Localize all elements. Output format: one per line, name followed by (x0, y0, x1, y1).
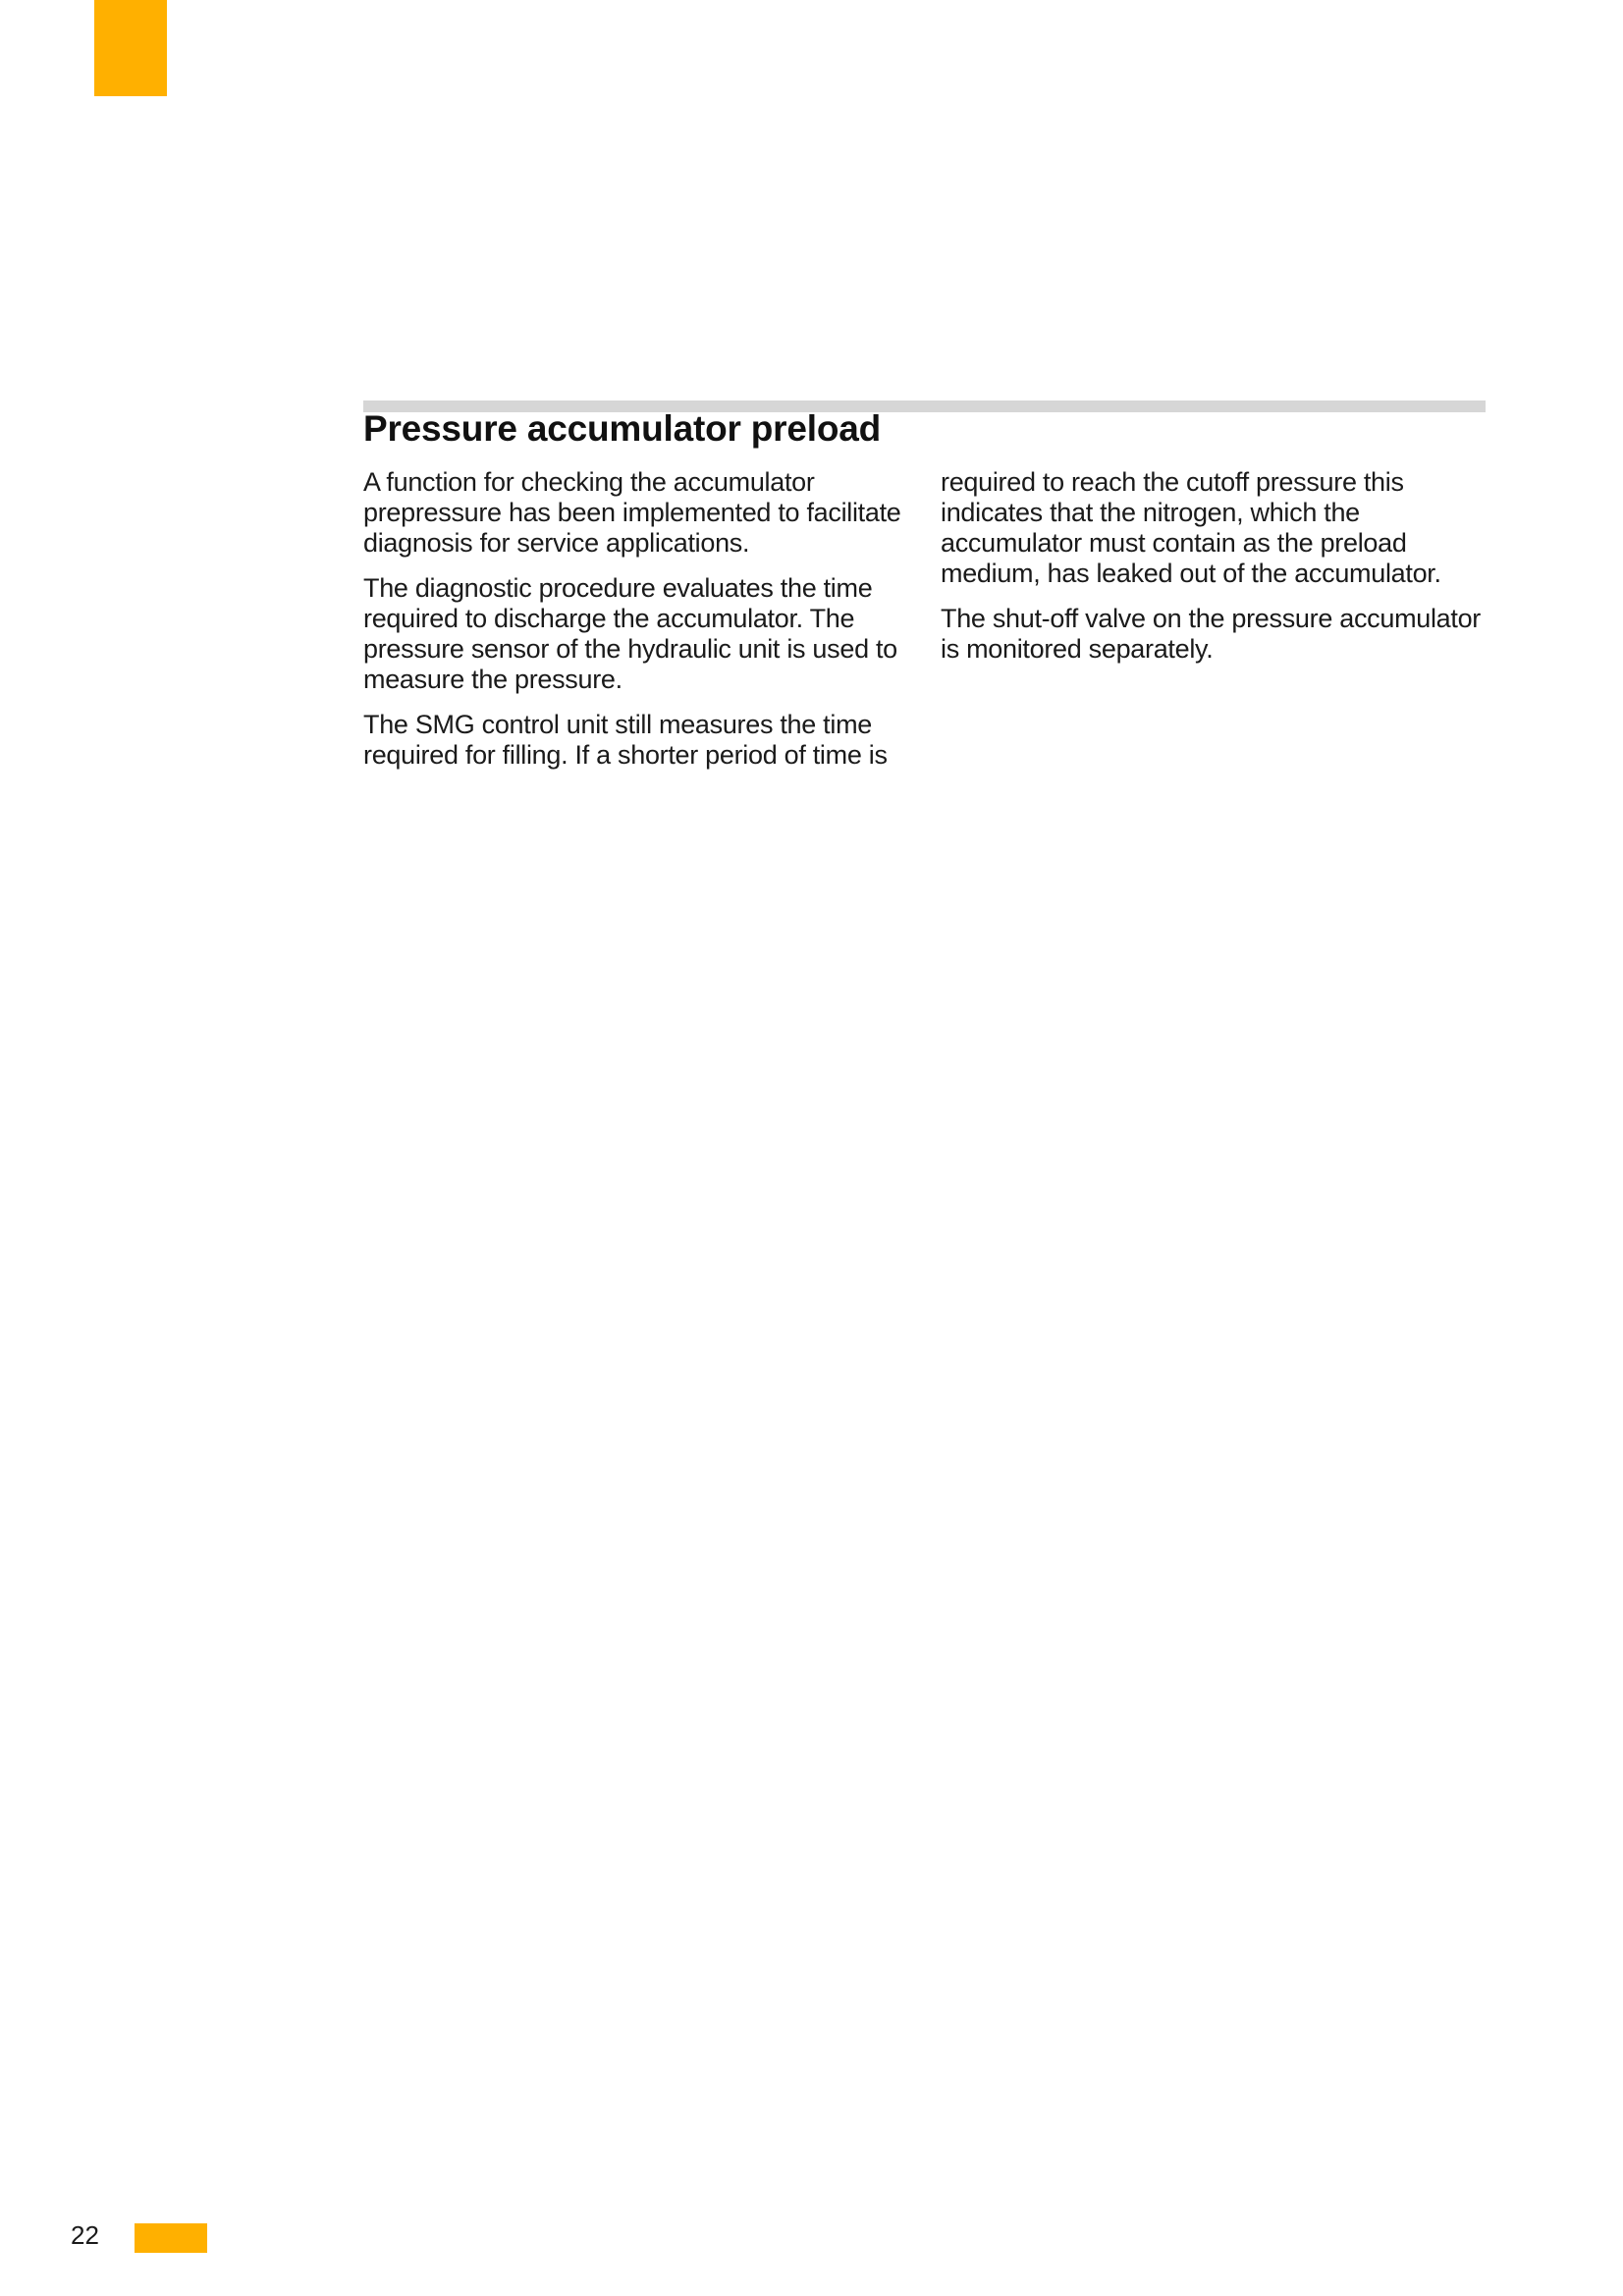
page-number: 22 (71, 2220, 99, 2250)
bottom-accent-tab (135, 2223, 207, 2253)
left-text-column (363, 467, 913, 785)
paragraph: required to reach the cutoff pressure this indicates that the nitrogen, which the accumulator must contain as the preload medium, has leaked out of the accumulator. (941, 467, 1441, 588)
section-title: Pressure accumulator preload (363, 408, 881, 449)
paragraph: The diagnostic procedure evaluates the time required to discharge the accumulator. The pressure sensor of the hydraulic unit is used to measure the pressure. (363, 573, 897, 694)
paragraph: The SMG control unit still measures the time required for filling. If a shorter period of time is (363, 710, 888, 770)
paragraph: The shut-off valve on the pressure accumulator is monitored separately. (941, 604, 1481, 664)
right-text-column (941, 467, 1490, 679)
top-accent-tab (94, 0, 167, 96)
paragraph: A function for checking the accumulator prepressure has been implemented to facilitate diagnosis for service applications. (363, 467, 901, 558)
